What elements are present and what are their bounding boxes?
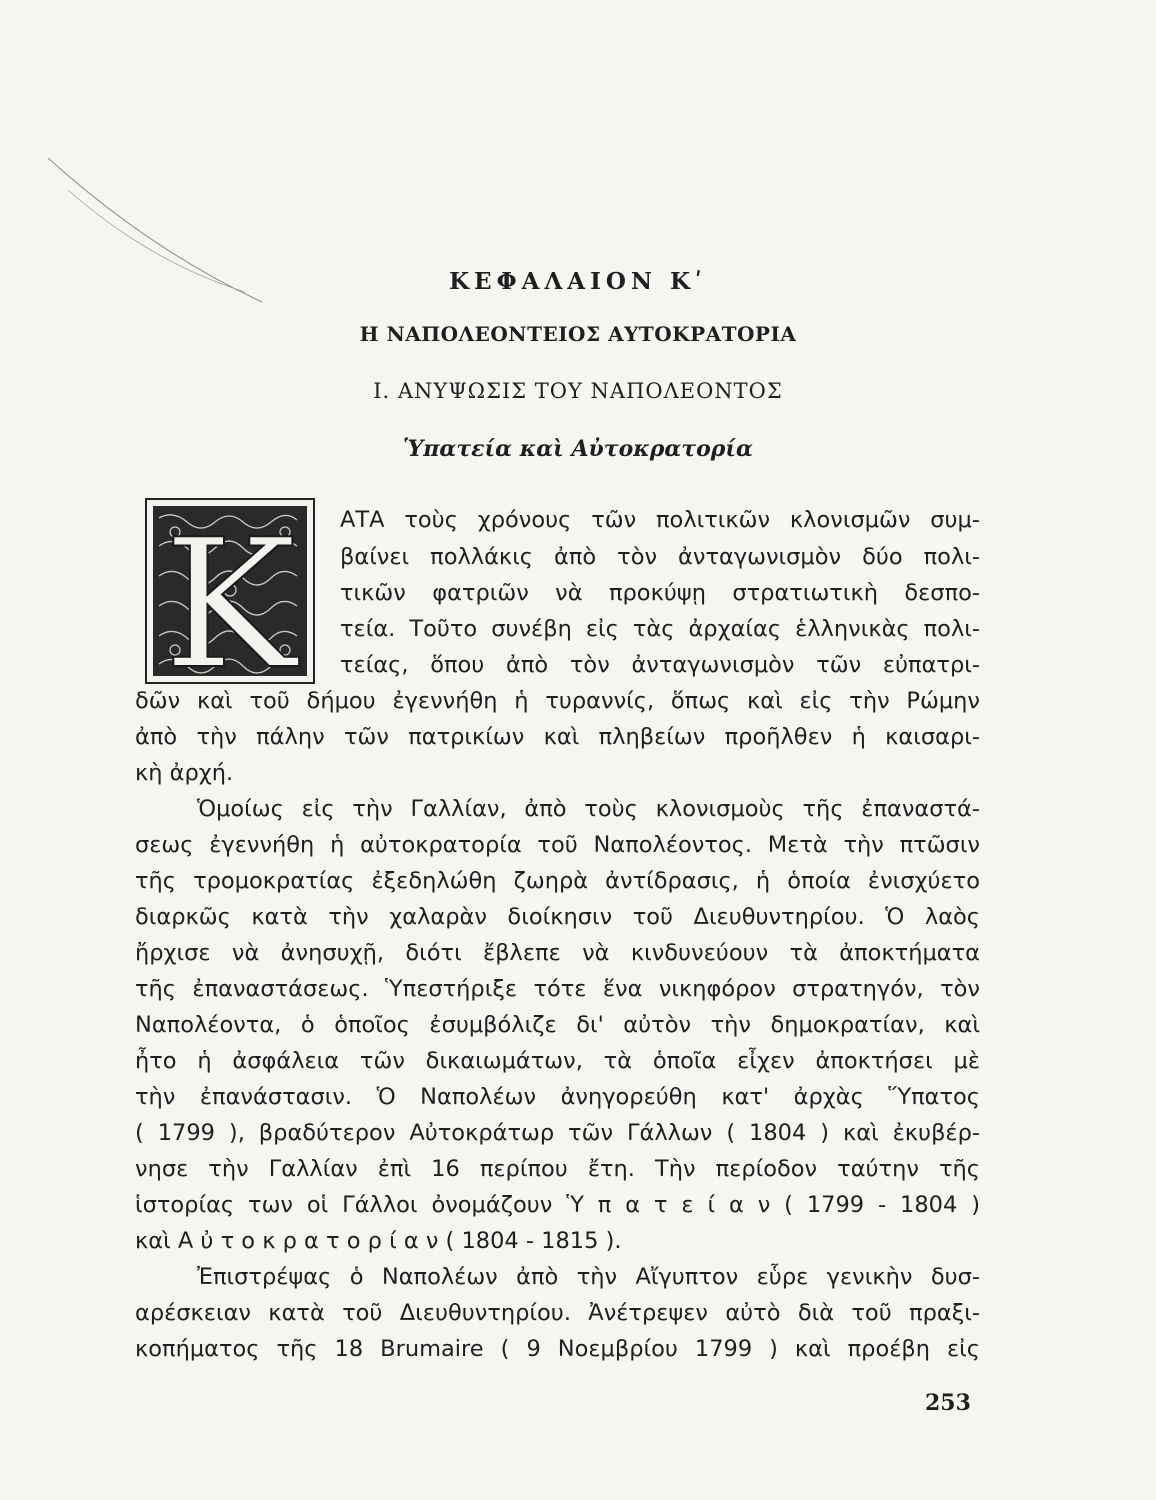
text-line: κὴ ἀρχή. bbox=[135, 760, 234, 786]
text-line: δῶν καὶ τοῦ δήμου ἐγεννήθη ἡ τυραννίς, ὅπως καὶ εἰς τὴν Ρώμην bbox=[135, 688, 980, 714]
text-line: βαίνει πολλάκις ἀπὸ τὸν ἀνταγωνισμὸν δύο πολι- bbox=[340, 544, 980, 570]
text-line: ΑΤΑ τοὺς χρόνους τῶν πολιτικῶν κλονισμῶν συμ- bbox=[340, 507, 980, 533]
text-line: κοπήματος τῆς 18 Brumaire ( 9 Νοεμβρίου 1799 ) καὶ προέβη εἰς bbox=[135, 1336, 980, 1362]
text-line: τῆς ἐπαναστάσεως. Ὑπεστήριξε τότε ἕνα νικηφόρον στρατηγόν, τὸν bbox=[135, 976, 980, 1002]
text-line: τείας, ὅπου ἀπὸ τὸν ἀνταγωνισμὸν τῶν εὐπατρι- bbox=[340, 652, 980, 678]
text-line: ἱστορίας των οἱ Γάλλοι ὀνομάζουν Ὑ π α τ ε ί α ν ( 1799 - 1804 ) bbox=[135, 1192, 980, 1218]
text-line: τῆς τρομοκρατίας ἐξεδηλώθη ζωηρὰ ἀντίδρασις, ἡ ὁποία ἐνισχύετο bbox=[135, 868, 980, 894]
text-line: διαρκῶς κατὰ τὴν χαλαρὰν διοίκησιν τοῦ Διευθυντηρίου. Ὁ λαὸς bbox=[135, 904, 980, 930]
page-number: 253 bbox=[925, 1390, 971, 1416]
text-line: Ἐπιστρέψας ὁ Ναπολέων ἀπὸ τὴν Αἴγυπτον εὗρε γενικὴν δυσ- bbox=[197, 1264, 980, 1290]
text-line: νησε τὴν Γαλλίαν ἐπὶ 16 περίπου ἔτη. Τὴν περίοδον ταύτην τῆς bbox=[135, 1156, 980, 1182]
text-line: ἤρχισε νὰ ἀνησυχῇ, διότι ἔβλεπε νὰ κινδυνεύουν τὰ ἀποκτήματα bbox=[135, 940, 980, 966]
text-line: τὴν ἐπανάστασιν. Ὁ Ναπολέων ἀνηγορεύθη κατ' ἀρχὰς Ὕπατος bbox=[135, 1084, 980, 1110]
text-line: σεως ἐγεννήθη ἡ αὐτοκρατορία τοῦ Ναπολέοντος. Μετὰ τὴν πτῶσιν bbox=[135, 832, 980, 858]
text-line: αρέσκειαν κατὰ τοῦ Διευθυντηρίου. Ἀνέτρεψεν αὐτὸ διὰ τοῦ πραξι- bbox=[135, 1300, 980, 1326]
text-line: ἀπὸ τὴν πάλην τῶν πατρικίων καὶ πληβείων προῆλθεν ἡ καισαρι- bbox=[135, 724, 980, 750]
text-line: Ναπολέοντα, ὁ ὁποῖος ἐσυμβόλιζε δι' αὐτὸν τὴν δημοκρατίαν, καὶ bbox=[135, 1012, 980, 1038]
decorative-drop-cap bbox=[145, 498, 315, 684]
text-line: καὶ Α ὐ τ ο κ ρ α τ ο ρ ί α ν ( 1804 - 1815 ). bbox=[135, 1228, 622, 1254]
text-line: Ὁμοίως εἰς τὴν Γαλλίαν, ἀπὸ τοὺς κλονισμοὺς τῆς ἐπαναστά- bbox=[197, 796, 980, 822]
text-line: ἦτο ἡ ἀσφάλεια τῶν δικαιωμάτων, τὰ ὁποῖα εἶχεν ἀποκτήσει μὲ bbox=[135, 1048, 980, 1074]
text-line: τεία. Τοῦτο συνέβη εἰς τὰς ἀρχαίας ἑλληνικὰς πολι- bbox=[340, 616, 980, 642]
section-title: Ι. ΑΝΥΨΩΣΙΣ ΤΟΥ ΝΑΠΟΛΕΟΝΤΟΣ bbox=[373, 379, 783, 403]
text-line: ( 1799 ), βραδύτερον Αὐτοκράτωρ τῶν Γάλλων ( 1804 ) καὶ ἐκυβέρ- bbox=[135, 1120, 980, 1146]
drop-cap-letter: Κ bbox=[163, 501, 297, 684]
text-line: τικῶν φατριῶν νὰ προκύψῃ στρατιωτικὴ δεσπο- bbox=[340, 580, 980, 606]
main-title: Η ΝΑΠΟΛΕΟΝΤΕΙΟΣ ΑΥΤΟΚΡΑΤΟΡΙΑ bbox=[359, 322, 797, 346]
chapter-heading: ΚΕΦΑΛΑΙΟΝ Κʹ bbox=[449, 268, 707, 295]
subsection-title: Ὑπατεία καὶ Αὐτοκρατορία bbox=[403, 436, 753, 462]
